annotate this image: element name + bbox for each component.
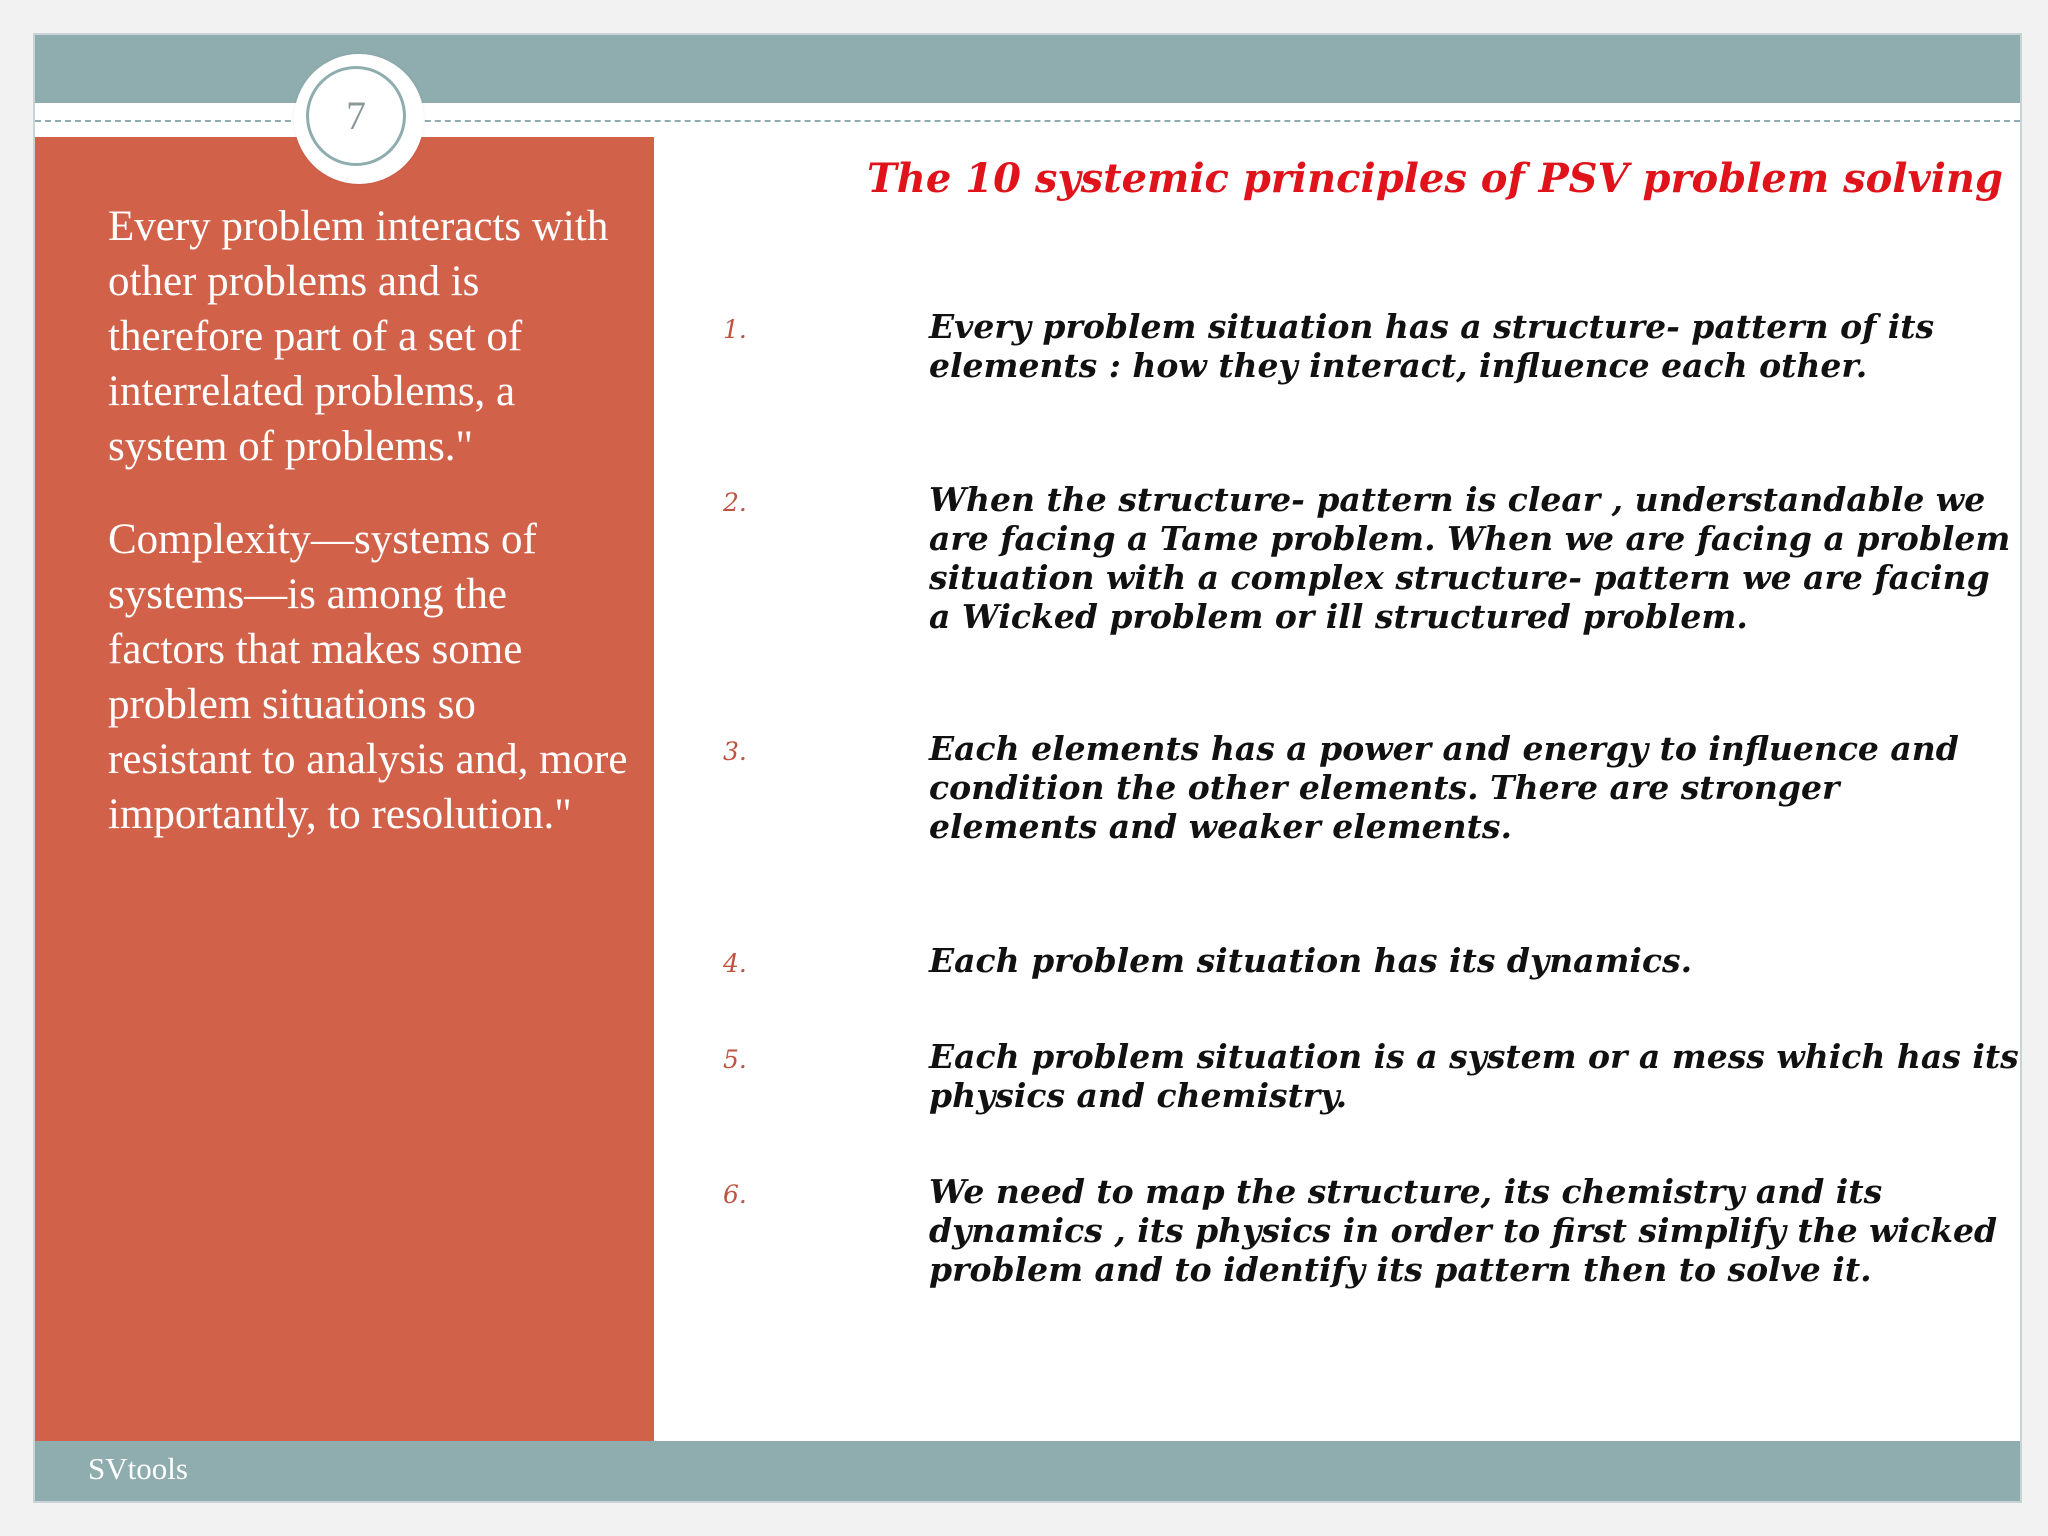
principle-number: 2. <box>723 488 747 517</box>
principle-text: Each elements has a power and energy to influence and condition the other elements. There are stronger elements and weaker elements. <box>929 729 1959 846</box>
principle-text: Each problem situation is a system or a mess which has its physics and chemistry. <box>929 1037 2019 1115</box>
left-paragraph-2: Complexity—systems of systems—is among the factors that makes some problem situations so resistant to analysis and, more importantly, to resolution." <box>108 516 628 838</box>
principle-number: 4. <box>723 949 747 978</box>
principle-text: We need to map the structure, its chemistry and its dynamics , its physics in order to first simplify the wicked problem and to identify its pattern then to solve it. <box>929 1172 1998 1289</box>
principle-number: 3. <box>723 737 747 766</box>
principle-text: Each problem situation has its dynamics. <box>929 941 1693 980</box>
principle-text: When the structure- pattern is clear , understandable we are facing a Tame problem. When we are facing a problem situation with a complex structure- pattern we are facing a Wicked problem or ill structured problem. <box>929 480 2011 636</box>
page-number: 7 <box>306 66 406 166</box>
left-panel-text <box>108 199 628 880</box>
slide-title: The 10 systemic principles of PSV problem solving <box>867 155 2003 202</box>
left-paragraph-1: Every problem interacts with other problems and is therefore part of a set of interrelated problems, a system of problems." <box>108 203 609 470</box>
principle-number: 1. <box>723 315 747 344</box>
footer-band <box>35 1441 2020 1503</box>
principle-text: Every problem situation has a structure- pattern of its elements : how they interact, influence each other. <box>929 307 1935 385</box>
principle-number: 5. <box>723 1045 747 1074</box>
principle-number: 6. <box>723 1180 747 1209</box>
footer-label: SVtools <box>88 1451 188 1486</box>
slide <box>33 33 2022 1503</box>
page-number-badge <box>294 54 424 184</box>
